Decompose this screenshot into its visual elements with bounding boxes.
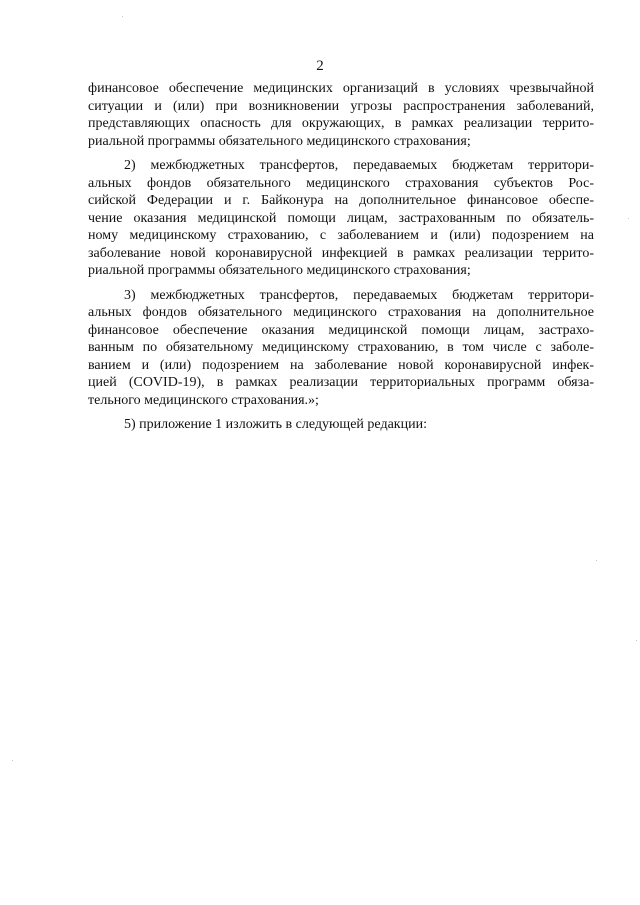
text-line: 2) межбюджетных трансфертов, передаваемых бюджетам территори- — [124, 158, 594, 173]
text-line: тельного медицинского страхования.»; — [88, 392, 319, 408]
text-line: ситуации и (или) при возникновении угрозы распространения заболеваний, — [88, 98, 594, 114]
paragraph-item-5 — [88, 416, 594, 434]
paragraph-item-3 — [88, 287, 594, 410]
paragraph-continuation — [88, 80, 594, 150]
text-line: чение оказания медицинской помощи лицам, застрахованным по обязатель- — [88, 210, 594, 226]
scan-speck — [628, 218, 629, 219]
text-line: ному медицинскому страхованию, с заболеванием и (или) подозрением на — [88, 228, 594, 243]
paragraph-item-2 — [88, 157, 594, 280]
text-line: риальной программы обязательного медицинского страхования; — [88, 133, 471, 149]
text-line: ванным по обязательному медицинскому страхованию, в том числе с заболе- — [88, 340, 594, 355]
text-line: финансовое обеспечение медицинских организаций в условиях чрезвычайной — [88, 81, 594, 96]
text-line: 3) межбюджетных трансфертов, передаваемых бюджетам территори- — [124, 287, 594, 303]
text-line: риальной программы обязательного медицинского страхования; — [88, 263, 471, 278]
scan-speck — [596, 560, 597, 561]
text-line: ванием и (или) подозрением на заболевание новой коронавирусной инфек- — [88, 357, 594, 373]
text-line: цией (COVID-19), в рамках реализации территориальных программ обяза- — [88, 375, 594, 390]
text-line: финансовое обеспечение оказания медицинской помощи лицам, застрахо- — [88, 322, 594, 338]
text-line: заболевание новой коронавирусной инфекцией в рамках реализации террито- — [88, 245, 594, 261]
scan-speck — [122, 16, 123, 17]
text-line: представляющих опасность для окружающих, в рамках реализации террито- — [88, 116, 594, 131]
document-body — [88, 80, 594, 441]
text-line: 5) приложение 1 изложить в следующей редакции: — [124, 417, 427, 432]
text-line: альных фондов обязательного медицинского страхования субъектов Рос- — [88, 175, 594, 191]
text-line: альных фондов обязательного медицинского страхования на дополнительное — [88, 305, 594, 320]
page-number: 2 — [316, 58, 324, 74]
text-line: сийской Федерации и г. Байконура на дополнительное финансовое обеспе- — [88, 193, 594, 208]
scan-speck — [636, 640, 637, 641]
scan-speck — [12, 760, 13, 761]
